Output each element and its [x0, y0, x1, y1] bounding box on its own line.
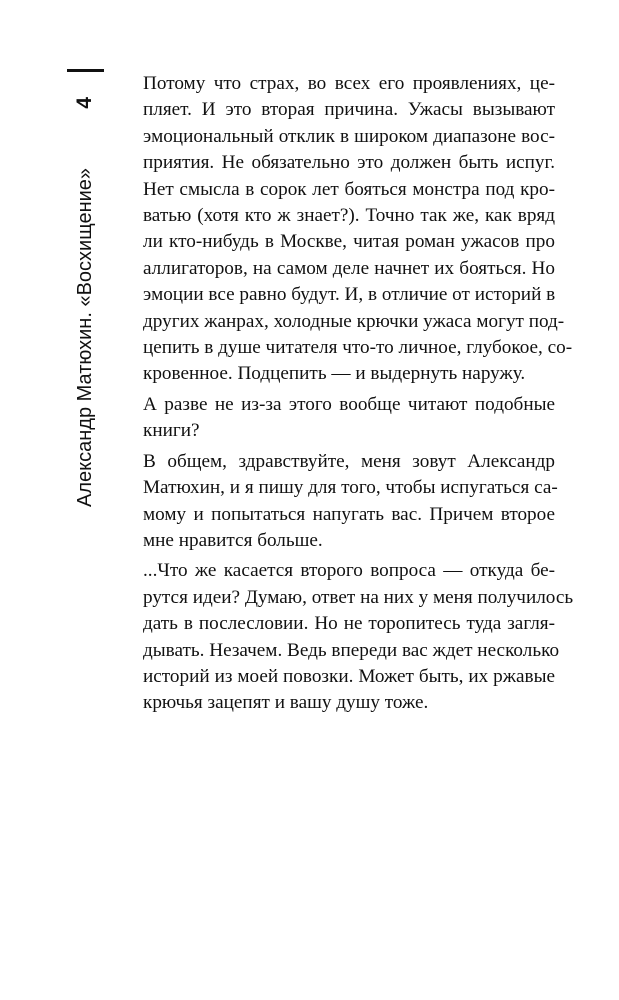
paragraph [143, 449, 558, 555]
text-line: кровенное. Подцепить — и выдернуть наружу. [143, 363, 526, 385]
text-line: крючья зацепят и вашу душу тоже. [143, 692, 429, 714]
text-line: мне нравится больше. [143, 529, 323, 551]
text-line: Нет смысла в сорок лет бояться монстра под кро- [143, 178, 555, 200]
text-line: эмоциональный отклик в широком диапазоне вос- [143, 125, 555, 147]
running-head [67, 97, 103, 507]
running-head-title: Александр Матюхин. «Восхищение» [73, 167, 96, 507]
page-number: 4 [73, 97, 96, 109]
paragraph [143, 71, 573, 388]
running-head-rotated [67, 97, 103, 507]
text-line: ...Что же касается второго вопроса — откуда бе- [143, 560, 555, 582]
text-line: дать в послесловии. Но не торопитесь туда загля- [143, 613, 555, 635]
text-line: Матюхин, и я пишу для того, чтобы испугаться са- [143, 477, 558, 499]
text-line: цепить в душе читателя что-то личное, глубокое, со- [143, 337, 573, 359]
paragraph [143, 558, 574, 716]
text-line: дывать. Незачем. Ведь впереди вас ждет несколько [143, 639, 560, 661]
text-line: книги? [143, 420, 200, 442]
body-text [143, 71, 574, 721]
text-line: историй из моей повозки. Может быть, их ржавые [143, 665, 555, 687]
text-line: других жанрах, холодные крючки ужаса могут под- [143, 310, 565, 332]
text-line: ли кто-нибудь в Москве, читая роман ужасов про [143, 231, 555, 253]
text-line: В общем, здравствуйте, меня зовут Александр [143, 450, 555, 472]
text-line: рутся идеи? Думаю, ответ на них у меня получилось [143, 586, 574, 608]
text-line: ватью (хотя кто ж знает?). Точно так же, как вряд [143, 205, 555, 227]
text-line: приятия. Не обязательно это должен быть испуг. [143, 152, 555, 174]
text-line: эмоции все равно будут. И, в отличие от историй в [143, 284, 556, 306]
text-line: А разве не из-за этого вообще читают подобные [143, 393, 555, 415]
text-line: Потому что страх, во всех его проявлениях, це- [143, 73, 555, 94]
top-rule [67, 69, 104, 72]
text-line: пляет. И это вторая причина. Ужасы вызывают [143, 99, 555, 121]
text-line: мому и попытаться напугать вас. Причем второе [143, 503, 555, 525]
paragraph [143, 392, 555, 445]
text-line: аллигаторов, на самом деле начнет их бояться. Но [143, 257, 555, 279]
